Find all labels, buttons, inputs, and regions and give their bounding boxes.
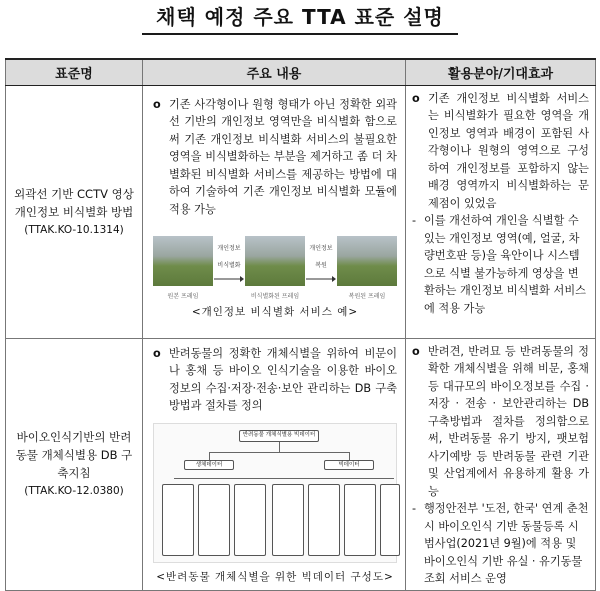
diagram-leaf-node (344, 484, 376, 556)
figure-caption: <개인정보 비식별화 서비스 예> (191, 306, 359, 318)
effect-sub-text: 행정안전부 '도전, 한국' 연계 춘천시 바이오인식 기반 동물등록 시범사업(2021년 9월)에 적용 및 바이오인식 기반 유실 · 유기동물 조회 서비스 운영 (424, 502, 589, 585)
bullet-mark: o (153, 346, 161, 360)
image-label: 비식별화된 프레임 (250, 293, 300, 300)
diagram-root-node: 반려동물 개체식별용 빅데이터 (239, 430, 319, 442)
image-label: 복원된 프레임 (348, 293, 386, 300)
diagram-leaf-node (162, 484, 194, 556)
bullet-mark: o (412, 91, 420, 105)
standard-name-cell (6, 85, 143, 338)
standard-code: (TTAK.KO-10.1314) (24, 223, 124, 236)
deidentification-illustration (153, 228, 397, 300)
standard-name: 바이오인식기반의 반려동물 개체식별용 DB 구축지침 (15, 430, 133, 481)
table-row (6, 85, 596, 338)
table-header-row (6, 59, 596, 85)
effect-sub-text: 이를 개선하여 개인을 식별할 수 있는 개인정보 영역(예, 얼굴, 차량번호판 등)을 육안이나 시스템으로 식별 불가능하게 영상을 변환하는 개인정보 비식별화 서비스에 적용 가능 (424, 214, 586, 315)
header-main-content: 주요 내용 (143, 59, 406, 85)
standard-code: (TTAK.KO-12.0380) (24, 485, 124, 498)
main-content-cell (143, 85, 406, 338)
effect-cell (406, 85, 596, 338)
title-area (0, 0, 600, 40)
diagram-mid-node: 생체데이터 (184, 460, 234, 470)
figure-caption: <반려동물 개체식별을 위한 빅데이터 구성도> (156, 570, 394, 583)
standard-name-cell (6, 338, 143, 591)
effect-text: 반려견, 반려묘 등 반려동물의 정확한 개체식별을 위해 비문, 홍채 등 대규모의 바이오정보를 수집 · 저장 · 전송 · 보안관리하는 DB 구축방법과 절차를 정의함으로써, 반려동물 유기 방지, 팻보험 사기예방 등 반려동물 관련 기관 및 산업계에서 유용하게 활용 가능 (428, 344, 589, 498)
arrow-right-icon (306, 275, 336, 283)
sub-bullet-mark: - (412, 214, 417, 227)
diagram-mid-node: 빅데이터 (324, 460, 374, 470)
page-title: 채택 예정 주요 TTA 표준 설명 (142, 4, 458, 35)
content-text: 반려동물의 정확한 개체식별을 위하여 비문이나 홍채 등 바이오 인식기술을 이용한 바이오 정보의 수집·저장·전송·보안 관리하는 DB 구축 방법과 절차를 정의 (169, 346, 397, 412)
arrow-right-icon (214, 275, 244, 283)
header-effect: 활용분야/기대효과 (406, 59, 596, 85)
header-standard-name: 표준명 (6, 59, 143, 85)
effect-text: 기존 개인정보 비식별화 서비스는 비식별화가 필요한 영역을 개인정보 영역과 배경이 포함된 사각형이나 원형의 영역으로 구성하여 개인정보를 포함하지 않는 배경 영역까지 비식별화하는 문제점이 있었음 (428, 91, 589, 210)
original-frame-image (153, 236, 213, 286)
bullet-mark: o (153, 97, 161, 111)
step-label: 개인정보 비식별화 (217, 244, 241, 269)
diagram-leaf-node (308, 484, 340, 556)
step-label: 개인정보 복원 (309, 244, 333, 269)
standard-name: 외곽선 기반 CCTV 영상 개인정보 비식별화 방법 (14, 186, 134, 219)
effect-cell (406, 338, 596, 591)
diagram-leaf-node (234, 484, 266, 556)
image-label: 원본 프레임 (167, 293, 199, 300)
diagram-leaf-node (380, 484, 400, 556)
deidentified-frame-image (245, 236, 305, 286)
standards-table (5, 58, 596, 591)
content-text: 기존 사각형이나 원형 형태가 아닌 정확한 외곽선 기반의 개인정보 영역만을 비식별화 함으로써 기존 개인정보 비식별화 서비스의 불필요한 영역을 비식별화하는 부분을 제거하고 좀 더 차별화된 비식별화 서비스를 제공하는 방법에 대하여 기술하여 기존 개인정보 비식별화 모듈에 적용 가능 (169, 97, 397, 216)
table-row (6, 338, 596, 591)
main-content-cell (143, 338, 406, 591)
bigdata-structure-diagram (153, 423, 397, 563)
diagram-leaf-node (198, 484, 230, 556)
sub-bullet-mark: - (412, 502, 417, 515)
bullet-mark: o (412, 344, 420, 358)
restored-frame-image (337, 236, 397, 286)
diagram-leaf-node (272, 484, 304, 556)
